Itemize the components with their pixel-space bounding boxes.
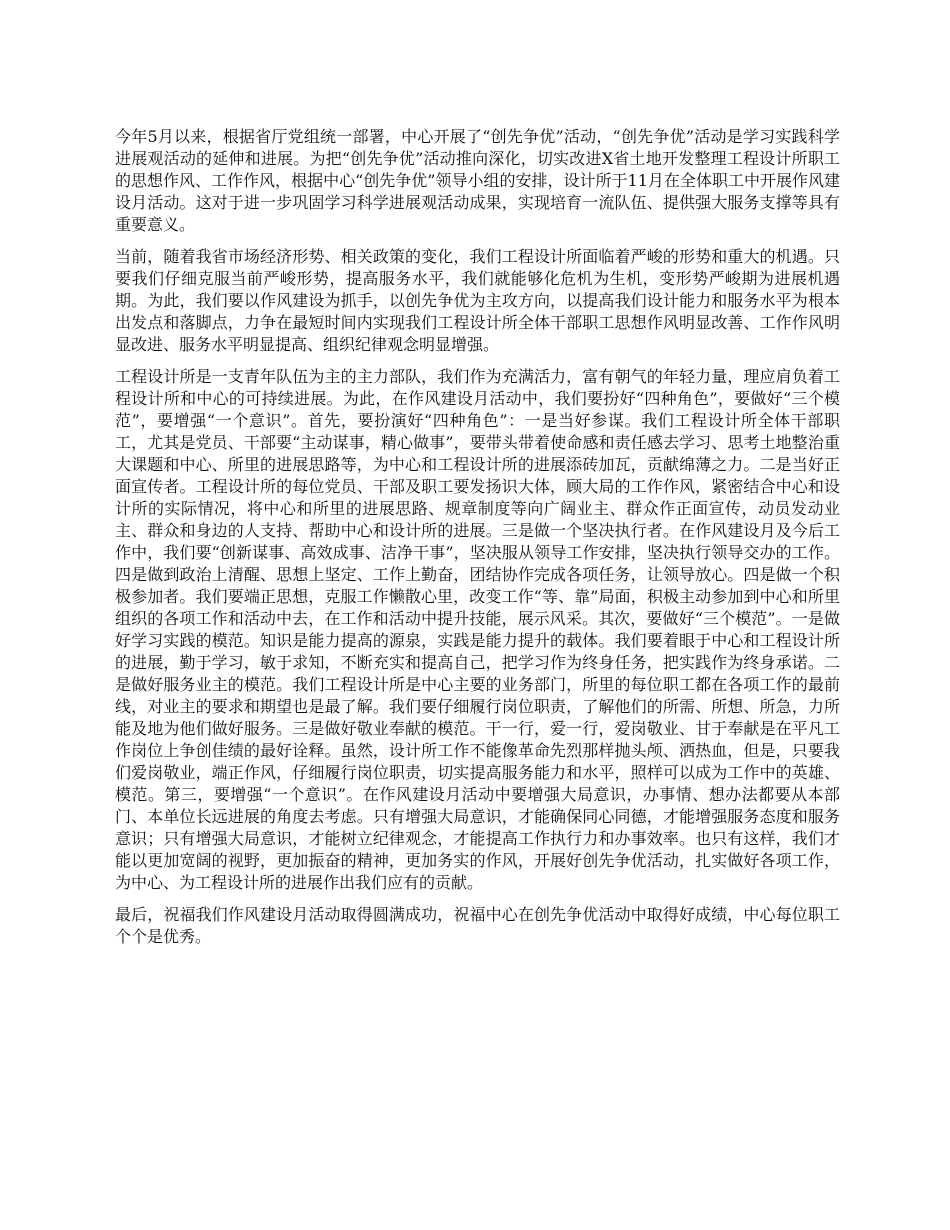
- paragraph-intro: 今年5月以来，根据省厅党组统一部署，中心开展了“创先争优”活动，“创先争优”活动是学习实践科学进展观活动的延伸和进展。为把“创先争优”活动推向深化，切实改进X省土地开发整理工程设计所职工的思想作风、工作作风，根据中心“创先争优”领导小组的安排，设计所于11月在全体职工中开展作风建设月活动。这对于进一步巩固学习科学进展观活动成果，实现培育一流队伍、提供强大服务支撑等具有重要意义。: [115, 127, 840, 234]
- paragraph-roles-models-awareness: 工程设计所是一支青年队伍为主的主力部队，我们作为充满活力，富有朝气的年轻力量，理应肩负着工程设计所和中心的可持续进展。为此，在作风建设月活动中，我们要扮好“四种角色”，要做好“三个模范”，要增强“一个意识”。首先，要扮演好“四种角色”：一是当好参谋。我们工程设计所全体干部职工，尤其是党员、干部要“主动谋事，精心做事”，要带头带着使命感和责任感去学习、思考土地整治重大课题和中心、所里的进展思路等，为中心和工程设计所的进展添砖加瓦，贡献绵薄之力。二是当好正面宣传者。工程设计所的每位党员、干部及职工要发扬识大体，顾大局的工作作风，紧密结合中心和设计所的实际情况，将中心和所里的进展思路、规章制度等向广阔业主、群众作正面宣传，动员发动业主、群众和身边的人支持、帮助中心和设计所的进展。三是做一个坚决执行者。在作风建设月及今后工作中，我们要“创新谋事、高效成事、洁净干事”，坚决服从领导工作安排，坚决执行领导交办的工作。四是做到政治上清醒、思想上坚定、工作上勤奋，团结协作完成各项任务，让领导放心。四是做一个积极参加者。我们要端正思想，克服工作懒散心里，改变工作“等、靠”局面，积极主动参加到中心和所里组织的各项工作和活动中去，在工作和活动中提升技能，展示风采。其次，要做好“三个模范”。一是做好学习实践的模范。知识是能力提高的源泉，实践是能力提升的载体。我们要着眼于中心和工程设计所的进展，勤于学习，敏于求知，不断充实和提高自己，把学习作为终身任务，把实践作为终身承诺。二是做好服务业主的模范。我们工程设计所是中心主要的业务部门，所里的每位职工都在各项工作的最前线，对业主的要求和期望也是最了解。我们要仔细履行岗位职责，了解他们的所需、所想、所急，力所能及地为他们做好服务。三是做好敬业奉献的模范。干一行，爱一行，爱岗敬业、甘于奉献是在平凡工作岗位上争创佳绩的最好诠释。虽然，设计所工作不能像革命先烈那样抛头颅、洒热血，但是，只要我们爱岗敬业，端正作风，仔细履行岗位职责，切实提高服务能力和水平，照样可以成为工作中的英雄、模范。第三，要增强“一个意识”。在作风建设月活动中要增强大局意识，办事情、想办法都要从本部门、本单位长远进展的角度去考虑。只有增强大局意识，才能确保同心同德，才能增强服务态度和服务意识；只有增强大局意识，才能树立纪律观念，才能提高工作执行力和办事效率。也只有这样，我们才能以更加宽阔的视野，更加振奋的精神，更加务实的作风，开展好创先争优活动，扎实做好各项工作，为中心、为工程设计所的进展作出我们应有的贡献。: [115, 367, 840, 892]
- paragraph-current-situation: 当前，随着我省市场经济形势、相关政策的变化，我们工程设计所面临着严峻的形势和重大的机遇。只要我们仔细克服当前严峻形势，提高服务水平，我们就能够化危机为生机，变形势严峻期为进展机遇期。为此，我们要以作风建设为抓手，以创先争优为主攻方向，以提高我们设计能力和服务水平为根本出发点和落脚点，力争在最短时间内实现我们工程设计所全体干部职工思想作风明显改善、工作作风明显改进、服务水平明显提高、组织纪律观念明显增强。: [115, 247, 840, 354]
- paragraph-closing: 最后，祝福我们作风建设月活动取得圆满成功，祝福中心在创先争优活动中取得好成绩，中心每位职工个个是优秀。: [115, 905, 840, 946]
- document-page: [115, 126, 840, 958]
